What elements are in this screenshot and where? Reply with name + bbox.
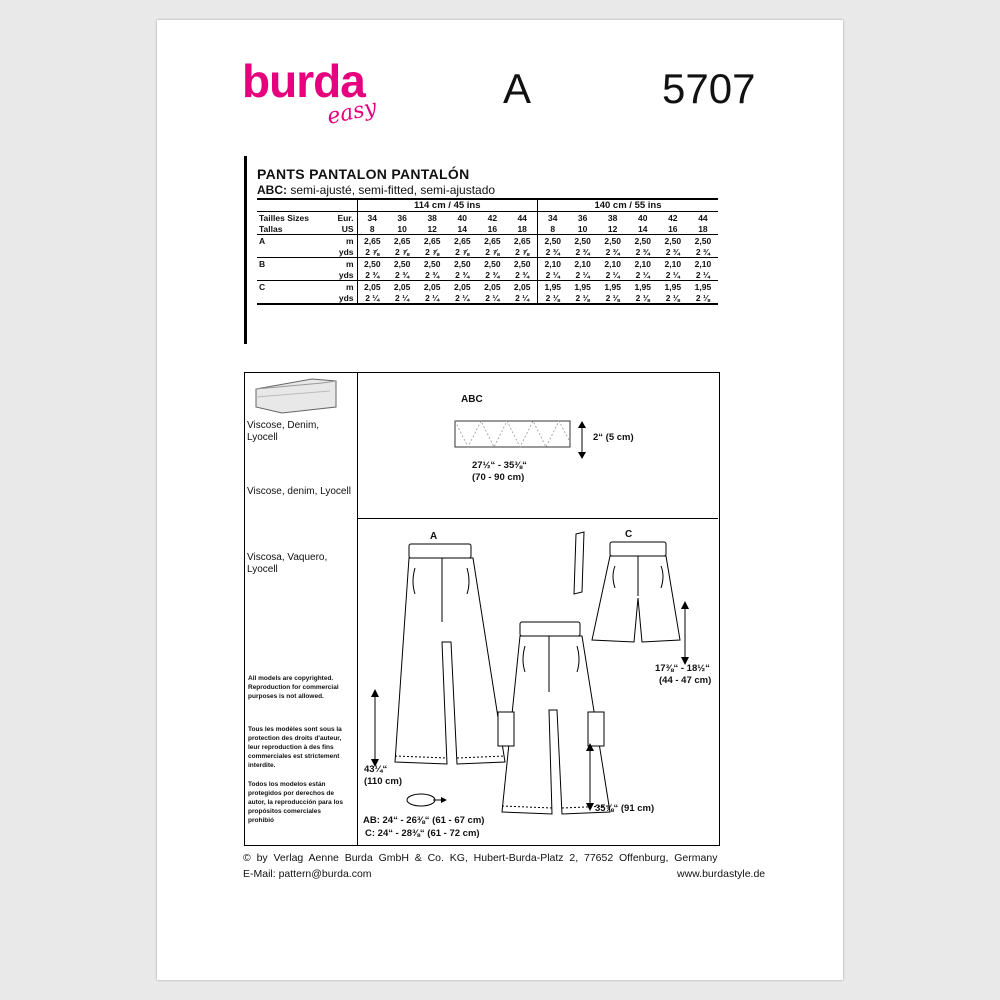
fit-description: ABC: semi-ajusté, semi-fitted, semi-ajustado — [257, 183, 496, 197]
meters-cell: 2,10 — [658, 258, 688, 270]
waist-c: C: 24“ - 28⅜“ (61 - 72 cm) — [365, 828, 480, 839]
width-140-header: 140 cm / 55 ins — [537, 199, 718, 212]
meters-cell: 2,50 — [477, 258, 507, 270]
yards-cell: 2 ⅛ — [537, 292, 567, 304]
yards-cell: 2 ¼ — [605, 269, 620, 280]
view-a-length-inches: 43¼“ — [364, 764, 388, 775]
width-114-header: 114 cm / 45 ins — [357, 199, 537, 212]
chart-row-yards — [257, 269, 718, 281]
footer-copyright: © by Verlag Aenne Burda GmbH & Co. KG, Hubert-Burda-Platz 2, 77652 Offenburg, Germany — [243, 852, 718, 864]
yards-cell: 2 ¾ — [695, 246, 711, 257]
yards-cell: 2 ¼ — [387, 292, 417, 304]
yards-cell: 2 ¾ — [537, 246, 567, 258]
meters-cell: 2,10 — [628, 258, 658, 270]
eur-size-cell: 42 — [658, 212, 688, 224]
eur-size-cell: 44 — [688, 212, 718, 224]
meters-cell: 1,95 — [628, 281, 658, 293]
us-size-cell: 18 — [698, 223, 708, 234]
meters-cell: 2,05 — [477, 281, 507, 293]
belt-length-inches: 27½“ - 35⅜“ — [472, 460, 527, 471]
yards-cell: 2 ¾ — [515, 269, 530, 280]
meters-cell: 2,65 — [387, 235, 417, 247]
meters-cell: 2,50 — [598, 235, 628, 247]
eur-size-cell: 36 — [387, 212, 417, 224]
panel-divider-vertical — [357, 372, 358, 845]
copyright-note-en: All models are copyrighted. Reproduction for commercial purposes is not allowed. — [248, 675, 339, 700]
yards-cell: 2 ¾ — [425, 269, 440, 280]
view-row-label: C — [257, 281, 319, 293]
meters-unit-label: m — [319, 258, 357, 270]
us-size-cell: 16 — [487, 223, 498, 234]
yards-cell: 2 ⅛ — [598, 292, 628, 304]
eur-size-cell: 38 — [598, 212, 628, 224]
view-b-length: 35⅞“ (91 cm) — [595, 803, 655, 814]
view-row-label: B — [257, 258, 319, 270]
meters-cell: 2,50 — [628, 235, 658, 247]
yards-cell: 2 ¼ — [417, 292, 447, 304]
eur-size-cell: 34 — [537, 212, 567, 224]
chart-row-yards — [257, 292, 718, 304]
fabric-suggestion-fr: Viscose, Denim, Lyocell — [247, 420, 320, 443]
view-a-length-arrow — [369, 688, 381, 768]
yards-cell: 2 ⅛ — [688, 292, 718, 304]
footer-website: www.burdastyle.de — [677, 868, 766, 880]
yards-cell: 2 ¼ — [537, 269, 567, 281]
meters-cell: 2,10 — [688, 258, 718, 270]
meters-cell: 2,05 — [417, 281, 447, 293]
yards-cell: 2 ⅛ — [568, 292, 598, 304]
burda-easy-logo: easy — [324, 95, 379, 130]
yards-cell: 2 ¼ — [447, 292, 477, 304]
us-size-cell: 12 — [427, 223, 437, 234]
eur-size-cell: 34 — [357, 212, 387, 224]
meters-cell: 2,10 — [568, 258, 598, 270]
meters-cell: 2,50 — [507, 258, 537, 270]
yards-unit-label: yds — [338, 246, 354, 257]
yards-cell: 2 ⅞ — [455, 246, 470, 257]
eur-size-cell: 40 — [628, 212, 658, 224]
view-c-shorts-illustration — [562, 526, 682, 656]
panel-divider-horizontal — [357, 518, 718, 519]
yards-cell: 2 ⅛ — [628, 292, 658, 304]
us-size-cell: 14 — [638, 223, 648, 234]
meters-unit-label: m — [319, 235, 357, 247]
meters-cell: 2,50 — [688, 235, 718, 247]
yards-cell: 2 ¼ — [665, 269, 680, 280]
yards-cell: 2 ⅞ — [485, 246, 500, 257]
view-a-label: A — [430, 531, 438, 542]
waist-ab: AB: 24“ - 26⅜“ (61 - 67 cm) — [363, 815, 485, 826]
meters-cell: 2,50 — [447, 258, 477, 270]
meters-cell: 1,95 — [568, 281, 598, 293]
us-size-cell: 10 — [577, 223, 588, 234]
yards-cell: 2 ¼ — [507, 292, 537, 304]
chart-cell — [257, 292, 319, 304]
garment-title: PANTS PANTALON PANTALÓN — [257, 166, 470, 182]
copyright-note-fr: Tous les modèles sont sous la protection des droits d'auteur, leur reproduction à des fins commerciales est strictement interdite. — [248, 726, 342, 769]
belt-illustration — [454, 420, 604, 460]
eur-size-cell: 40 — [447, 212, 477, 224]
us-label: US — [341, 223, 354, 234]
meters-cell: 2,50 — [658, 235, 688, 247]
chart-row-meters — [257, 281, 718, 293]
view-c-length-cm: (44 - 47 cm) — [659, 675, 712, 686]
tallas-label: Tallas — [259, 223, 283, 234]
us-size-cell: 10 — [397, 223, 407, 234]
burda-logo: burda — [242, 55, 365, 107]
meters-cell: 2,50 — [387, 258, 417, 270]
yards-cell: 2 ¼ — [357, 292, 387, 304]
yards-cell: 2 ⅞ — [395, 246, 410, 257]
copyright-note-es: Todos los modelos están protegidos por derechos de autor, la reproducción para los propósitos comerciales prohibió — [248, 781, 343, 824]
size-row-eur — [257, 212, 718, 224]
meters-cell: 2,05 — [507, 281, 537, 293]
yards-cell: 2 ¼ — [635, 269, 650, 280]
meters-cell: 2,50 — [357, 258, 387, 270]
meters-cell: 2,65 — [477, 235, 507, 247]
meters-cell: 2,65 — [447, 235, 477, 247]
meters-cell: 2,05 — [357, 281, 387, 293]
chart-cell — [257, 246, 319, 258]
eur-size-cell: 44 — [507, 212, 537, 224]
yards-cell: 2 ¾ — [455, 269, 470, 280]
yards-cell: 2 ⅛ — [658, 292, 688, 304]
view-b-length-arrow — [584, 742, 596, 812]
yards-cell: 2 ¾ — [575, 246, 590, 257]
yards-cell: 2 ⅞ — [357, 246, 387, 258]
meters-cell: 2,65 — [417, 235, 447, 247]
meters-cell: 2,65 — [357, 235, 387, 247]
us-size-cell: 12 — [607, 223, 618, 234]
yards-cell: 2 ¼ — [477, 292, 507, 304]
waist-measure-icon — [403, 791, 453, 809]
belt-label: ABC — [461, 394, 483, 405]
meters-unit-label: m — [319, 281, 357, 293]
yards-cell: 2 ¾ — [485, 269, 500, 280]
yards-cell: 2 ¼ — [575, 269, 590, 280]
size-row-us — [257, 223, 718, 235]
chart-cell — [257, 269, 319, 281]
pattern-envelope-back — [157, 20, 843, 980]
yards-cell: 2 ¾ — [635, 246, 650, 257]
us-size-cell: 18 — [517, 223, 527, 234]
pattern-number: 5707 — [662, 65, 756, 112]
meters-cell: 1,95 — [658, 281, 688, 293]
eur-size-cell: 38 — [417, 212, 447, 224]
fabric-suggestion-es: Viscosa, Vaquero, Lyocell — [247, 552, 328, 575]
chart-row-meters — [257, 235, 718, 247]
meters-cell: 2,50 — [568, 235, 598, 247]
yards-unit-label: yds — [319, 292, 357, 304]
meters-cell: 2,10 — [537, 258, 567, 270]
eur-size-cell: 36 — [568, 212, 598, 224]
yards-cell: 2 ¾ — [665, 246, 680, 257]
footer-email: E-Mail: pattern@burda.com — [243, 868, 372, 880]
yards-unit-label: yds — [338, 269, 354, 280]
meters-cell: 1,95 — [537, 281, 567, 293]
meters-cell: 2,10 — [598, 258, 628, 270]
title-side-bar — [244, 156, 247, 344]
view-c-length-arrow — [679, 600, 691, 666]
meters-cell: 2,05 — [447, 281, 477, 293]
chart-row-meters — [257, 258, 718, 270]
us-size-cell: 14 — [457, 223, 467, 234]
yards-cell: 2 ⅞ — [425, 246, 440, 257]
meters-cell: 1,95 — [688, 281, 718, 293]
chart-row-yards — [257, 246, 718, 258]
yards-cell: 2 ⅞ — [515, 246, 530, 257]
meters-cell: 2,50 — [417, 258, 447, 270]
meters-cell: 2,50 — [537, 235, 567, 247]
view-letter: A — [503, 65, 532, 112]
fabric-bolt-icon — [252, 377, 342, 415]
view-c-length-inches: 17⅜“ - 18½“ — [655, 663, 710, 674]
meters-cell: 1,95 — [598, 281, 628, 293]
view-row-label: A — [257, 235, 319, 247]
belt-length-cm: (70 - 90 cm) — [472, 472, 525, 483]
us-size-cell: 16 — [668, 223, 678, 234]
yards-cell: 2 ¾ — [357, 269, 387, 281]
yards-cell: 2 ¼ — [695, 269, 711, 280]
us-size-cell: 8 — [357, 223, 387, 235]
belt-height: 2“ (5 cm) — [593, 432, 634, 443]
sizes-label: Tailles Sizes — [257, 212, 319, 224]
view-c-label: C — [625, 529, 633, 540]
meters-cell: 2,05 — [387, 281, 417, 293]
eur-size-cell: 42 — [477, 212, 507, 224]
eur-label: Eur. — [319, 212, 357, 224]
fabric-requirement-chart — [257, 198, 718, 305]
yards-cell: 2 ¾ — [605, 246, 620, 257]
us-size-cell: 8 — [537, 223, 567, 235]
yards-cell: 2 ¾ — [395, 269, 410, 280]
meters-cell: 2,65 — [507, 235, 537, 247]
view-a-length-cm: (110 cm) — [364, 776, 403, 787]
fabric-suggestion-en: Viscose, denim, Lyocell — [247, 486, 351, 497]
